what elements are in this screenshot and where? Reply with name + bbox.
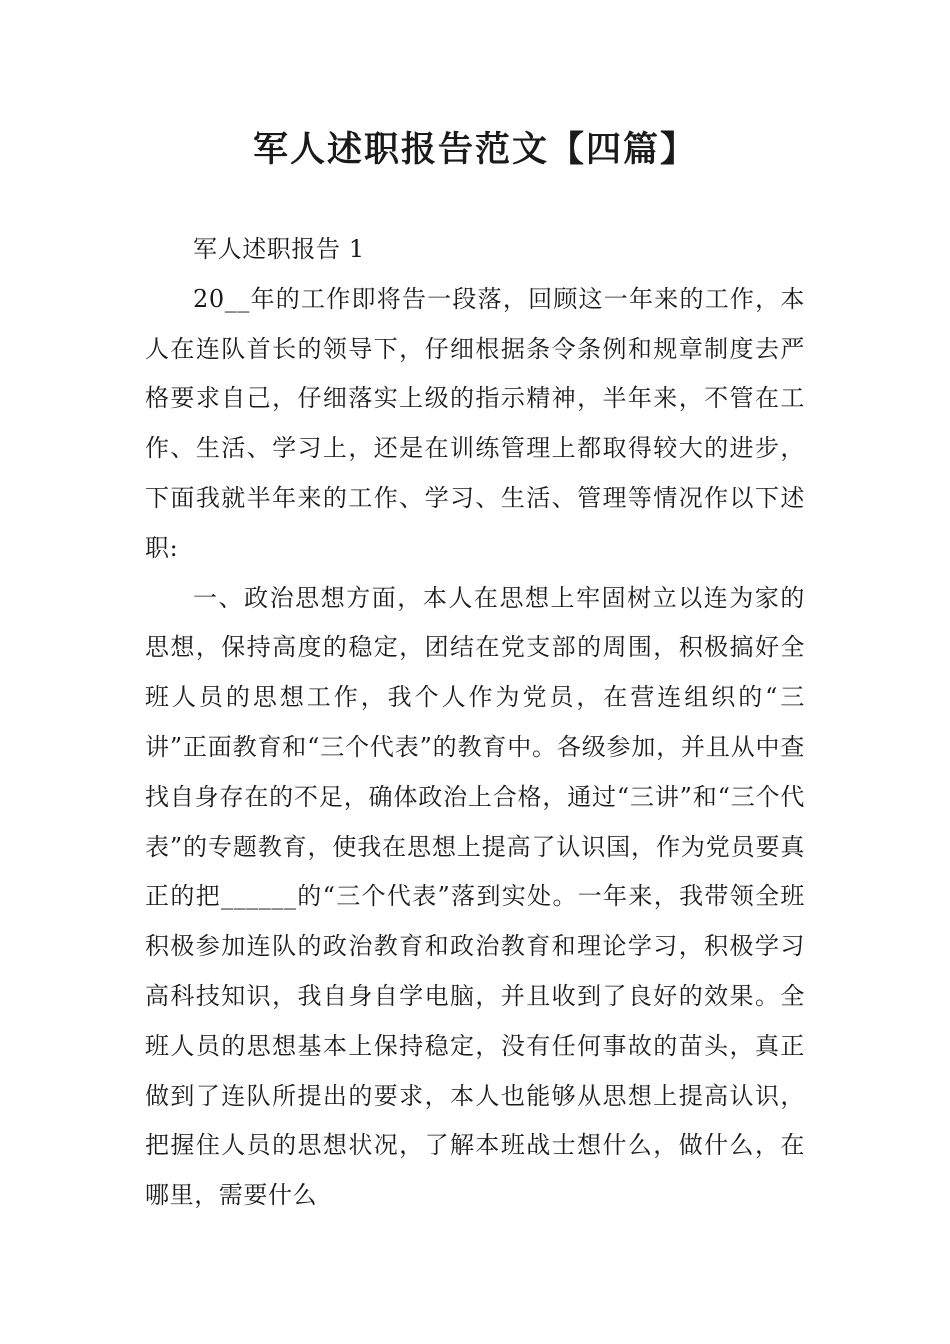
section-subheading: 军人述职报告 1 <box>193 235 365 263</box>
document-title: 军人述职报告范文【四篇】 <box>252 130 697 170</box>
paragraph-intro: 20__年的工作即将告一段落，回顾这一年来的工作，本人在连队首长的领导下，仔细根据条令条例和规章制度去严格要求自己，仔细落实上级的指示精神，半年来，不管在工作、生活、学习上，还是在训练管理上都取得较大的进步，下面我就半年来的工作、学习、生活、管理等情况作以下述职: <box>145 284 805 562</box>
document-body <box>145 225 805 1221</box>
paragraph-political: 一、政治思想方面，本人在思想上牢固树立以连为家的思想，保持高度的稳定，团结在党支部的周围，积极搞好全班人员的思想工作，我个人作为党员，在营连组织的“三讲”正面教育和“三个代表”的教育中。各级参加，并且从中查找自身存在的不足，确体政治上合格，通过“三讲”和“三个代表”的专题教育，使我在思想上提高了认识国，作为党员要真正的把______的“三个代表”落到实处。一年来，我带领全班积极参加连队的政治教育和政治教育和理论学习，积极学习高科技知识，我自身自学电脑，并且收到了良好的效果。全班人员的思想基本上保持稳定，没有任何事故的苗头，真正做到了连队所提出的要求，本人也能够从思想上提高认识，把握住人员的思想状况，了解本班战士想什么，做什么，在哪里，需要什么 <box>145 583 805 1210</box>
